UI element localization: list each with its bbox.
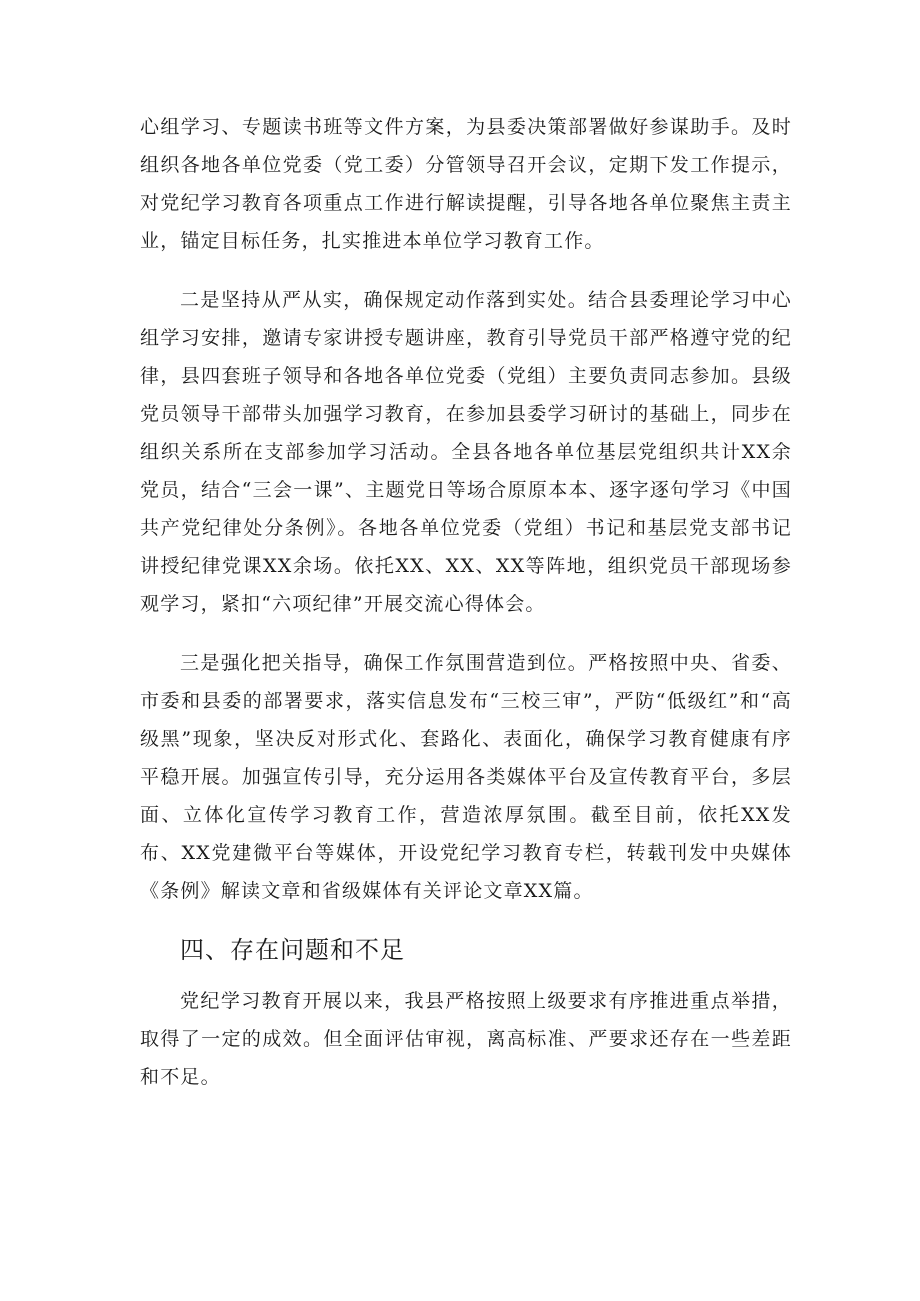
paragraph-three: 三是强化把关指导，确保工作氛围营造到位。严格按照中央、省委、市委和县委的部署要求，落实信息发布“三校三审”，严防“低级红”和“高级黑”现象，坚决反对形式化、套路化、表面化，确保学习教育健康有序平稳开展。加强宣传引导，充分运用各类媒体平台及宣传教育平台，多层面、立体化宣传学习教育工作，营造浓厚氛围。截至目前，依托XX发布、XX党建微平台等媒体，开设党纪学习教育专栏，转载刊发中央媒体《条例》解读文章和省级媒体有关评论文章XX篇。	[140, 652, 792, 902]
paragraph-continuation: 心组学习、专题读书班等文件方案，为县委决策部署做好参谋助手。及时组织各地各单位党委（党工委）分管领导召开会议，定期下发工作提示，对党纪学习教育各项重点工作进行解读提醒，引导各地各单位聚焦主责主业，锚定目标任务，扎实推进本单位学习教育工作。	[140, 116, 792, 252]
document-page	[140, 108, 792, 1096]
paragraph-four: 党纪学习教育开展以来，我县严格按照上级要求有序推进重点举措，取得了一定的成效。但全面评估审视，离高标准、严要求还存在一些差距和不足。	[140, 990, 792, 1088]
paragraph-two: 二是坚持从严从实，确保规定动作落到实处。结合县委理论学习中心组学习安排，邀请专家讲授专题讲座，教育引导党员干部严格遵守党的纪律，县四套班子领导和各地各单位党委（党组）主要负责同志参加。县级党员领导干部带头加强学习教育，在参加县委学习研讨的基础上，同步在组织关系所在支部参加学习活动。全县各地各单位基层党组织共计XX余党员，结合“三会一课”、主题党日等场合原原本本、逐字逐句学习《中国共产党纪律处分条例》。各地各单位党委（党组）书记和基层党支部书记讲授纪律党课XX余场。依托XX、XX、XX等阵地，组织党员干部现场参观学习，紧扣“六项纪律”开展交流心得体会。	[140, 289, 792, 615]
section-heading: 四、存在问题和不足	[180, 936, 405, 964]
